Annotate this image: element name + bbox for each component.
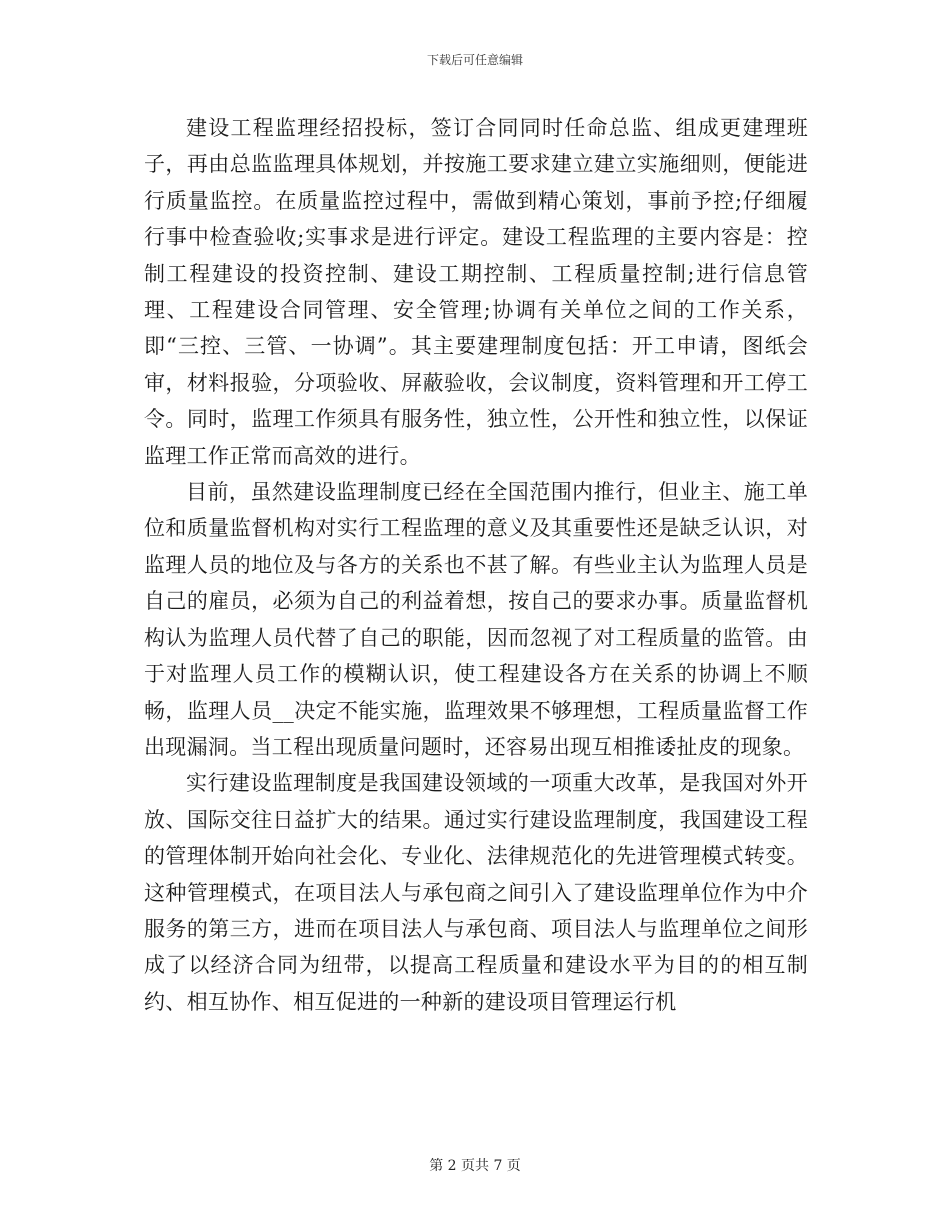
paragraph-2: 目前，虽然建设监理制度已经在全国范围内推行，但业主、施工单位和质量监督机构对实行工程监理的意义及其重要性还是缺乏认识，对监理人员的地位及与各方的关系也不甚了解。有些业主认为监理人员是自己的雇员，必须为自己的利益着想，按自己的要求办事。质量监督机构认为监理人员代替了自己的职能，因而忽视了对工程质量的监管。由于对监理人员工作的模糊认识，使工程建设各方在关系的协调上不顺畅，监理人员__决定不能实施，监理效果不够理想，工程质量监督工作出现漏洞。当工程出现质量问题时，还容易出现互相推诿扯皮的现象。 bbox=[144, 480, 808, 759]
document-body bbox=[144, 110, 808, 1020]
paragraph-3: 实行建设监理制度是我国建设领域的一项重大改革，是我国对外开放、国际交往日益扩大的结果。通过实行建设监理制度，我国建设工程的管理体制开始向社会化、专业化、法律规范化的先进管理模式转变。这种管理模式，在项目法人与承包商之间引入了建设监理单位作为中介服务的第三方，进而在项目法人与承包商、项目法人与监理单位之间形成了以经济合同为纽带，以提高工程质量和建设水平为目的的相互制约、相互协作、相互促进的一种新的建设项目管理运行机 bbox=[144, 771, 808, 1014]
page-footer: 第 2 页共 7 页 bbox=[429, 1158, 521, 1174]
page-header: 下载后可任意编辑 bbox=[426, 53, 523, 67]
paragraph-1: 建设工程监理经招投标，签订合同同时任命总监、组成更建理班子，再由总监监理具体规划，并按施工要求建立建立实施细则，便能进行质量监控。在质量监控过程中，需做到精心策划，事前予控;仔细履行事中检查验收;实事求是进行评定。建设工程监理的主要内容是：控制工程建设的投资控制、建设工期控制、工程质量控制;进行信息管理、工程建设合同管理、安全管理;协调有关单位之间的工作关系，即“三控、三管、一协调”。其主要建理制度包括：开工申请，图纸会审，材料报验，分项验收、屏蔽验收，会议制度，资料管理和开工停工令。同时，监理工作须具有服务性，独立性，公开性和独立性，以保证监理工作正常而高效的进行。 bbox=[144, 116, 808, 468]
